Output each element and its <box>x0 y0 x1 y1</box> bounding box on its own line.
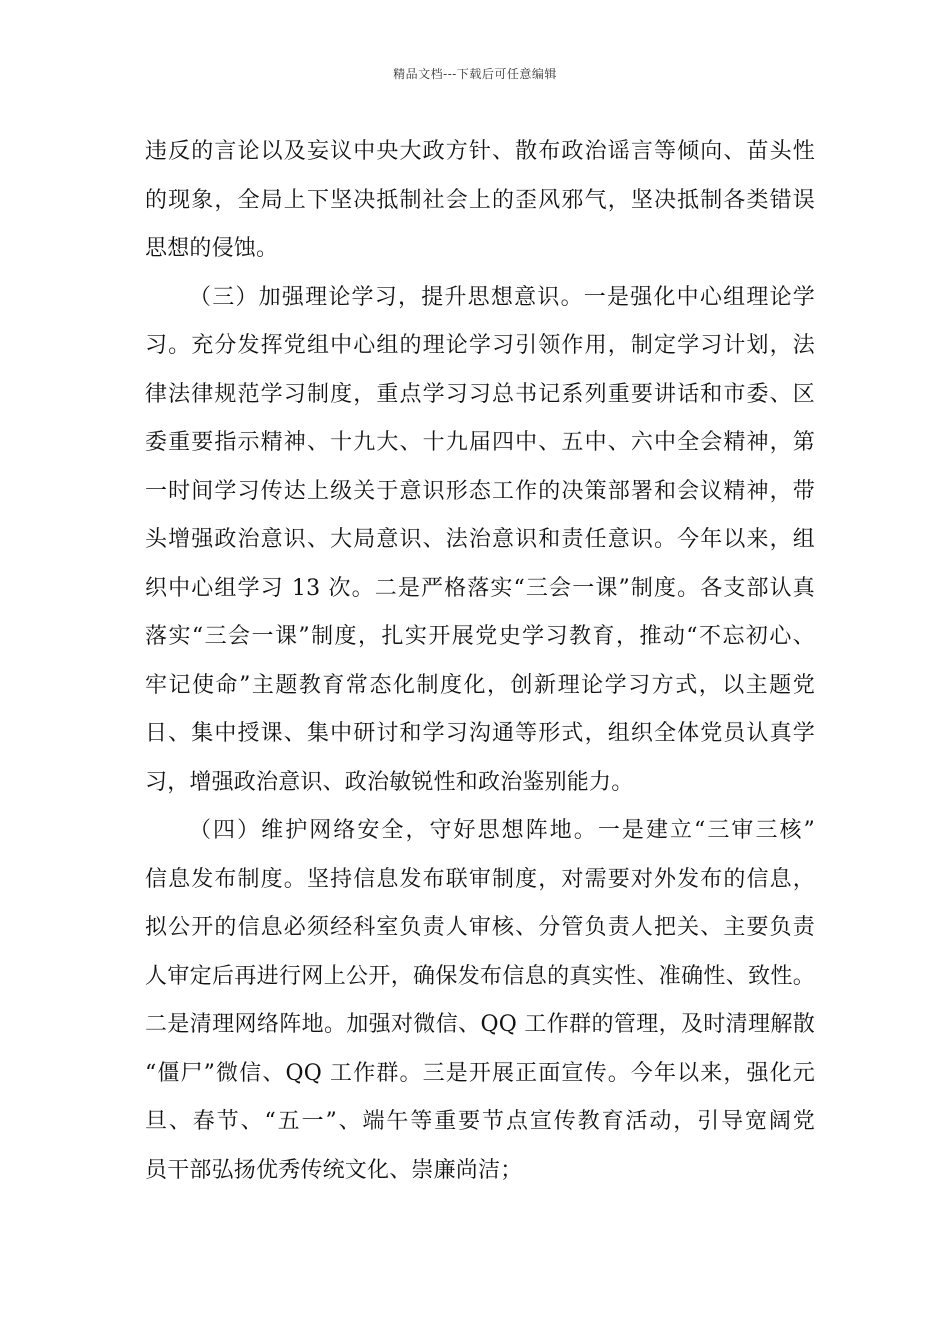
text-line: 落实“三会一课”制度，扎实开展党史学习教育，推动“不忘初心、 <box>145 624 815 649</box>
paragraph-section-4 <box>145 807 815 1195</box>
text-line: 思想的侵蚀。 <box>145 236 279 261</box>
text-line: 委重要指示精神、十九大、十九届四中、五中、六中全会精神，第 <box>145 430 815 455</box>
paragraph-section-3 <box>145 274 815 808</box>
text-line: 旦、春节、“五一”、端午等重要节点宣传教育活动，引导宽阔党 <box>145 1109 815 1134</box>
text-line: 拟公开的信息必须经科室负责人审核、分管负责人把关、主要负责 <box>145 915 815 940</box>
text-line: 的现象，全局上下坚决抵制社会上的歪风邪气，坚决抵制各类错误 <box>145 187 815 213</box>
text-line: 人审定后再进行网上公开，确保发布信息的真实性、准确性、致性。 <box>145 963 815 989</box>
text-line: 信息发布制度。坚持信息发布联审制度，对需要对外发布的信息， <box>145 866 815 892</box>
text-line: 违反的言论以及妄议中央大政方针、散布政治谣言等倾向、苗头性 <box>145 139 815 164</box>
text-line: 日、集中授课、集中研讨和学习沟通等形式，组织全体党员认真学 <box>145 721 815 746</box>
text-line: （三）加强理论学习，提升思想意识。一是强化中心组理论学 <box>189 284 815 310</box>
document-body <box>145 128 815 1195</box>
text-line: （四）维护网络安全，守好思想阵地。一是建立“三审三核” <box>189 818 815 843</box>
text-line: 头增强政治意识、大局意识、法治意识和责任意识。今年以来，组 <box>145 527 815 552</box>
text-line: 习。充分发挥党组中心组的理论学习引领作用，制定学习计划，法 <box>145 333 815 358</box>
text-line: 二是清理网络阵地。加强对微信、QQ 工作群的管理，及时清理解散 <box>145 1012 815 1037</box>
text-line: 织中心组学习 13 次。二是严格落实“三会一课”制度。各支部认真 <box>145 575 815 601</box>
text-line: 牢记使命”主题教育常态化制度化，创新理论学习方式，以主题党 <box>145 672 815 698</box>
text-line: 一时间学习传达上级关于意识形态工作的决策部署和会议精神，带 <box>145 478 815 504</box>
paragraph-continuation <box>145 128 815 274</box>
text-line: “僵尸”微信、QQ 工作群。三是开展正面宣传。今年以来，强化元 <box>145 1060 815 1086</box>
text-line: 习，增强政治意识、政治敏锐性和政治鉴别能力。 <box>145 769 634 795</box>
text-line: 律法律规范学习制度，重点学习习总书记系列重要讲话和市委、区 <box>145 381 815 407</box>
text-line: 员干部弘扬优秀传统文化、崇廉尚洁； <box>145 1157 523 1183</box>
page-header: 精品文档---下载后可任意编辑 <box>393 67 557 81</box>
